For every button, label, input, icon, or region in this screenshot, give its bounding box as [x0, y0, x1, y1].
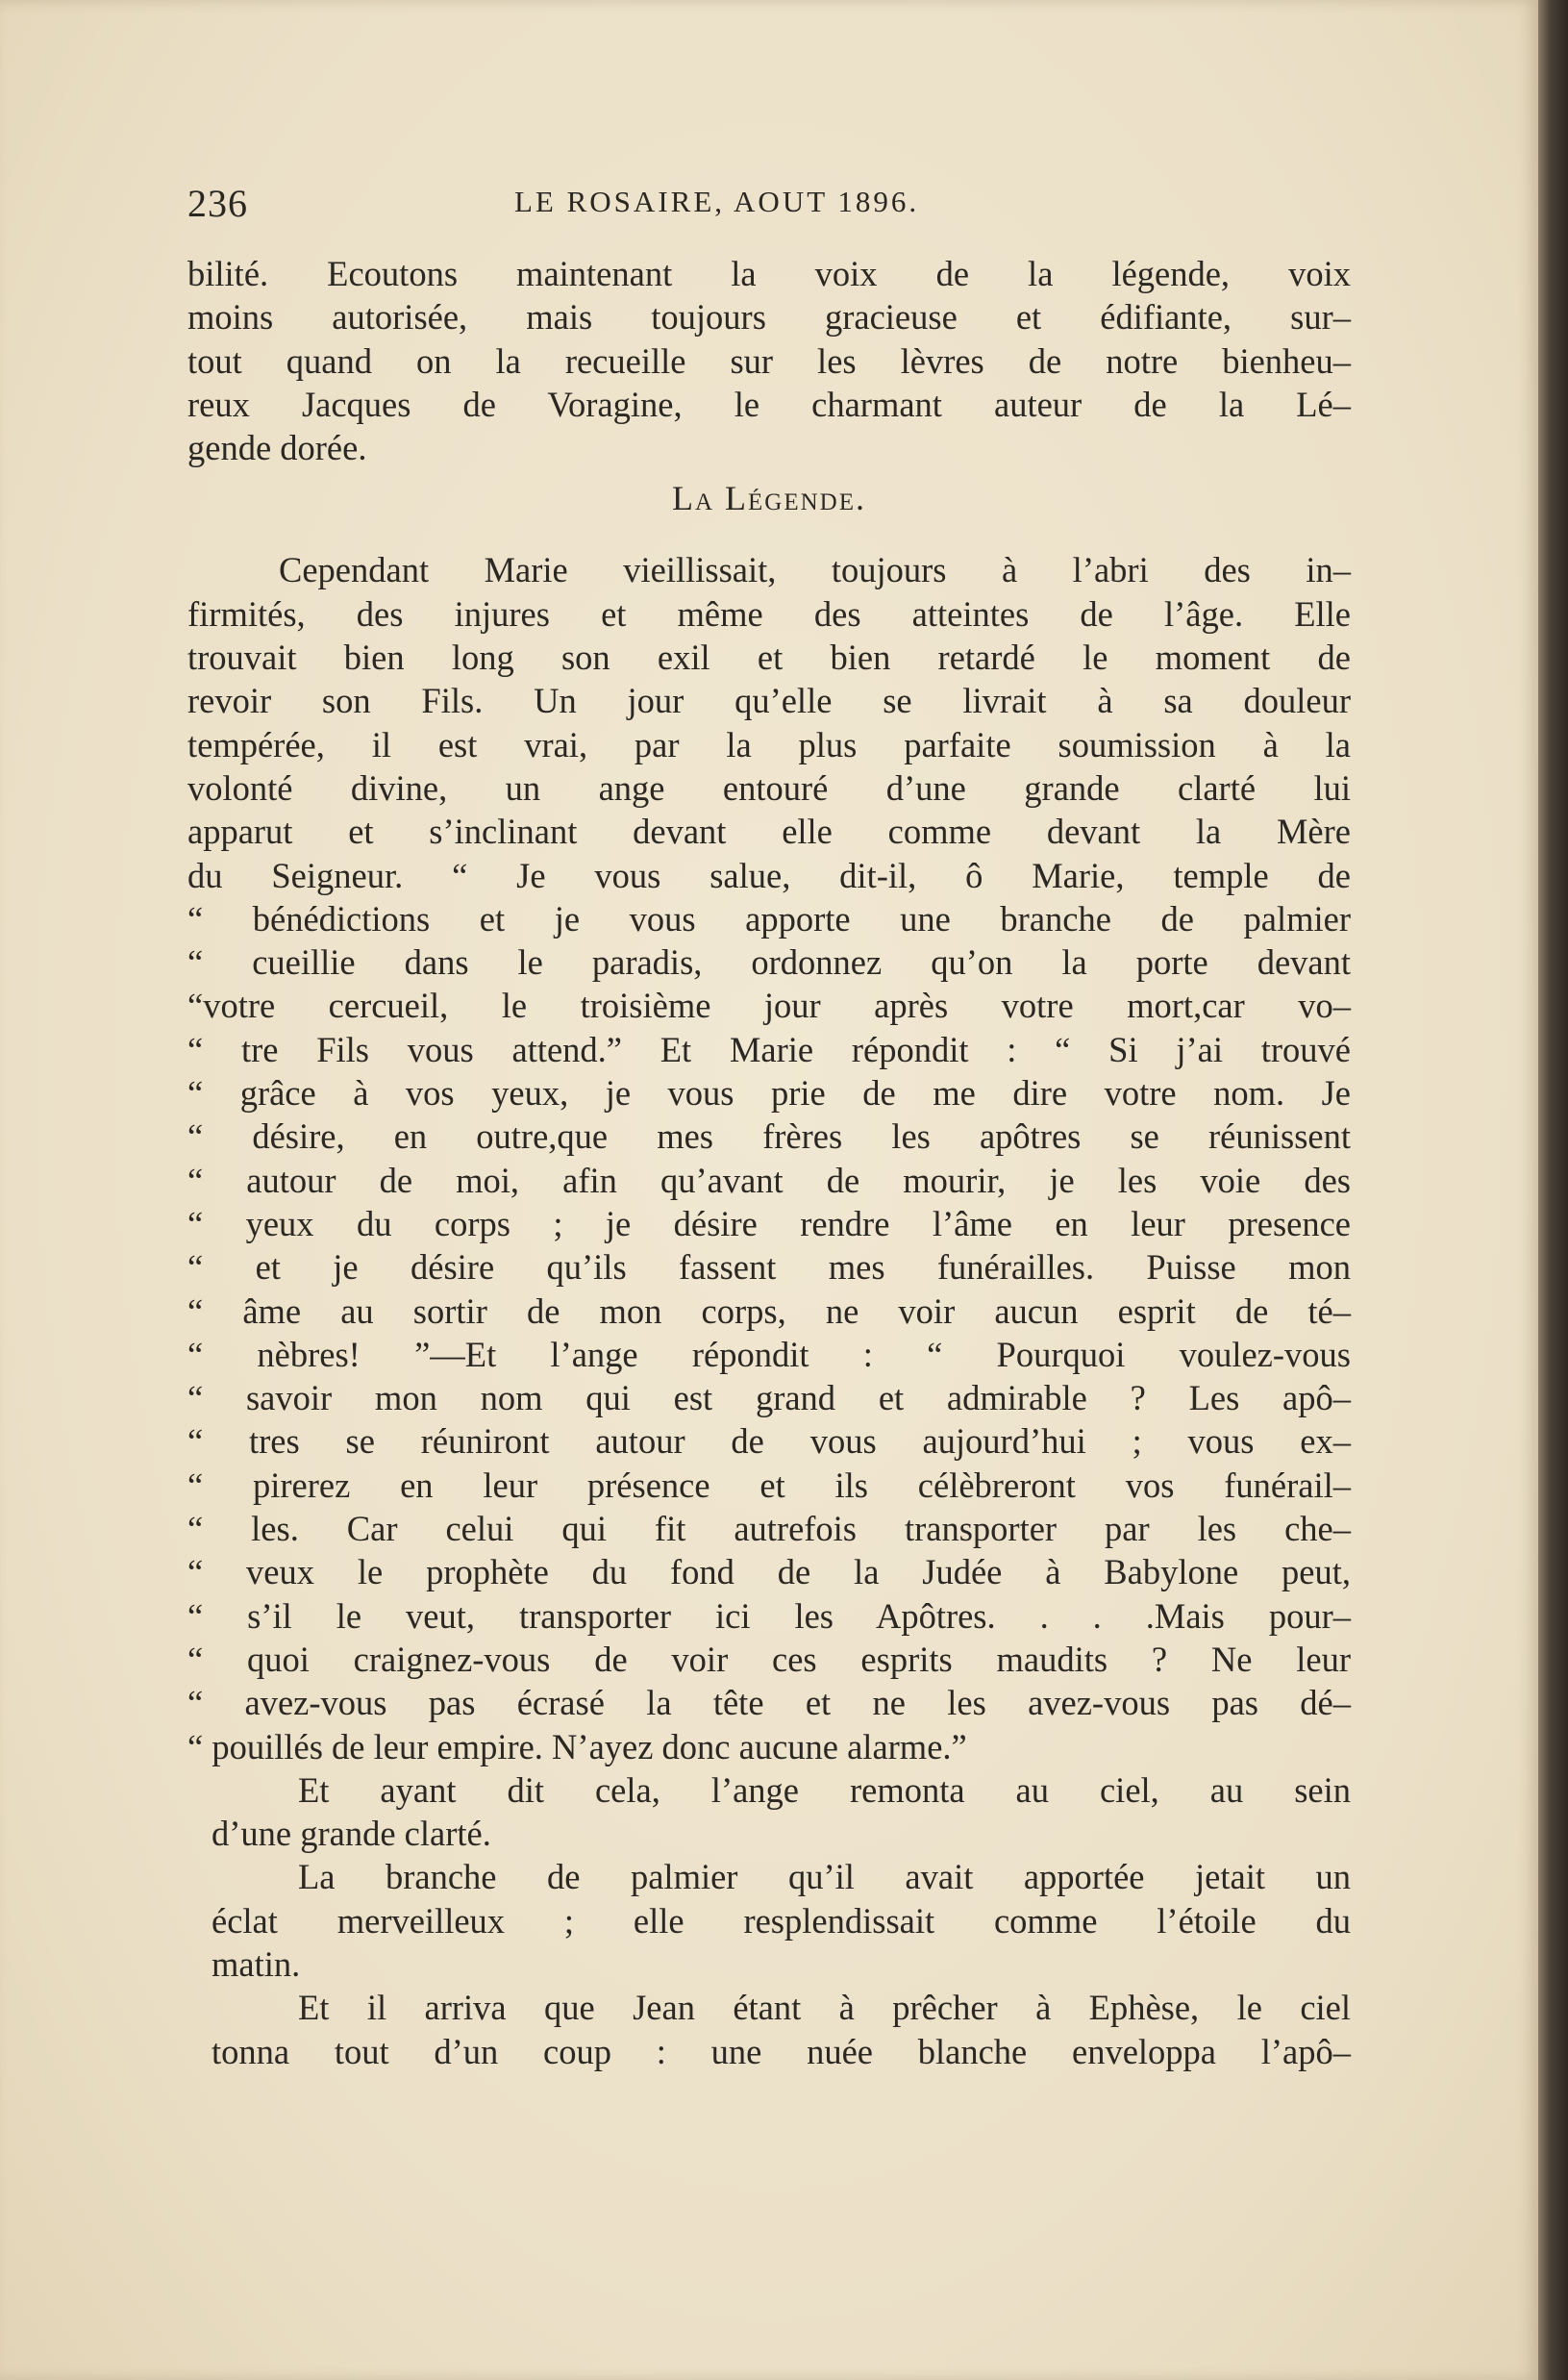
- text-line: “ savoir mon nom qui est grand et admirable ? Les apô–: [187, 1378, 1351, 1418]
- text-line: du Seigneur. “ Je vous salue, dit-il, ô Marie, temple de: [187, 855, 1351, 895]
- text-line: “ désire, en outre,que mes frères les apôtres se réunissent: [187, 1116, 1351, 1157]
- text-line: Et il arriva que Jean étant à prêcher à Ephèse, le ciel: [298, 1988, 1351, 2028]
- text-line: “ bénédictions et je vous apporte une branche de palmier: [187, 898, 1351, 939]
- text-line: “ s’il le veut, transporter ici les Apôtres. . . .Mais pour–: [187, 1595, 1351, 1636]
- text-line: trouvait bien long son exil et bien retardé le moment de: [187, 638, 1351, 678]
- text-line: “ les. Car celui qui fit autrefois transporter par les che–: [187, 1509, 1351, 1549]
- text-line: moins autorisée, mais toujours gracieuse et édifiante, sur–: [187, 297, 1351, 338]
- text-line: bilité. Ecoutons maintenant la voix de la légende, voix: [187, 254, 1351, 293]
- section-title: La Légende.: [671, 479, 866, 518]
- text-line: tonna tout d’un coup : une nuée blanche enveloppa l’apô–: [212, 2031, 1351, 2071]
- tail-paragraphs: [187, 1768, 1351, 2073]
- text-line: Cependant Marie vieillissait, toujours à l’abri des in–: [279, 550, 1351, 590]
- text-line: Et ayant dit cela, l’ange remonta au ciel, au sein: [298, 1769, 1351, 1810]
- text-line: “votre cercueil, le troisième jour après votre mort,car vo–: [187, 986, 1351, 1026]
- intro-paragraph: [187, 252, 1351, 469]
- text-line: reux Jacques de Voragine, le charmant auteur de la Lé–: [187, 384, 1351, 424]
- text-line: matin.: [212, 1943, 301, 1984]
- body-text: [187, 252, 1351, 2073]
- text-line: “ pirerez en leur présence et ils célèbreront vos funérail–: [187, 1465, 1351, 1505]
- page-gutter: [1538, 0, 1568, 2380]
- text-line: firmités, des injures et même des atteintes de l’âge. Elle: [187, 593, 1351, 634]
- text-line: “ cueillie dans le paradis, ordonnez qu’on la porte devant: [187, 942, 1351, 983]
- text-line: tempérée, il est vrai, par la plus parfaite soumission à la: [187, 724, 1351, 764]
- text-line: “ quoi craignez-vous de voir ces esprits maudits ? Ne leur: [187, 1639, 1351, 1679]
- text-line: “ autour de moi, afin qu’avant de mourir, je les voie des: [187, 1160, 1351, 1200]
- text-line: La branche de palmier qu’il avait apportée jetait un: [298, 1857, 1351, 1897]
- page-header: [187, 181, 1360, 229]
- text-line: “ âme au sortir de mon corps, ne voir aucun esprit de té–: [187, 1290, 1351, 1331]
- text-line: “ tres se réuniront autour de vous aujourd’hui ; vous ex–: [187, 1421, 1351, 1462]
- text-line: d’une grande clarté.: [212, 1814, 491, 1854]
- text-line: volonté divine, un ange entouré d’une grande clarté lui: [187, 767, 1351, 808]
- text-line: “ grâce à vos yeux, je vous prie de me dire votre nom. Je: [187, 1073, 1351, 1114]
- text-line: tout quand on la recueille sur les lèvres de notre bienheu–: [187, 340, 1351, 381]
- text-line: apparut et s’inclinant devant elle comme devant la Mère: [187, 812, 1351, 852]
- text-line: “ tre Fils vous attend.” Et Marie répondit : “ Si j’ai trouvé: [187, 1029, 1351, 1069]
- text-line: “ avez-vous pas écrasé la tête et ne les avez-vous pas dé–: [187, 1683, 1351, 1723]
- text-line: “ et je désire qu’ils fassent mes funérailles. Puisse mon: [187, 1247, 1351, 1288]
- text-line: revoir son Fils. Un jour qu’elle se livrait à sa douleur: [187, 681, 1351, 721]
- running-head: LE ROSAIRE, AOUT 1896.: [514, 185, 920, 218]
- text-line: “ yeux du corps ; je désire rendre l’âme en leur presence: [187, 1203, 1351, 1243]
- text-line: éclat merveilleux ; elle resplendissait comme l’étoile du: [212, 1900, 1351, 1941]
- text-line: “ pouillés de leur empire. N’ayez donc aucune alarme.”: [187, 1726, 967, 1766]
- text-line: “ nèbres! ”—Et l’ange répondit : “ Pourquoi voulez-vous: [187, 1334, 1351, 1374]
- text-line: gende dorée.: [187, 428, 367, 468]
- text-line: “ veux le prophète du fond de la Judée à Babylone peut,: [187, 1552, 1351, 1592]
- main-paragraph: [187, 548, 1351, 1767]
- page-number: 236: [187, 182, 248, 225]
